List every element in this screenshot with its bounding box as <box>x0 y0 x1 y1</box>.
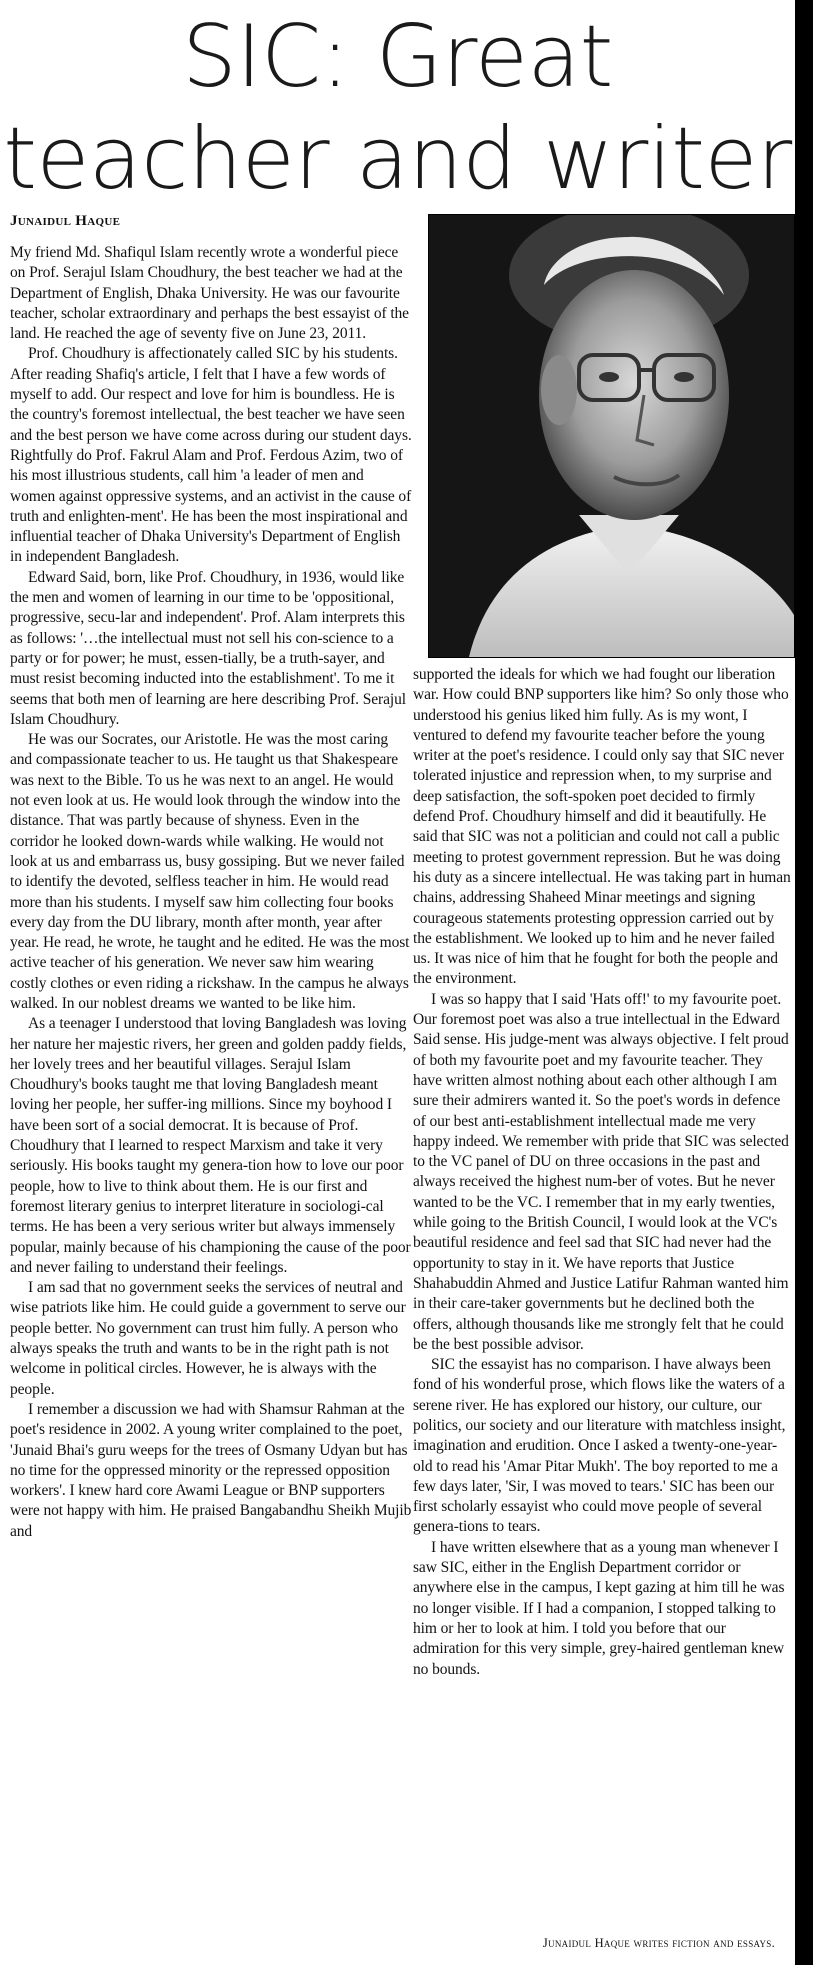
paragraph: supported the ideals for which we had fought our liberation war. How could BNP supporters like him? So only those who understood his genius liked him fully. As is my wont, I ventured to defend my favourite teacher before the young writer at the poet's residence. I could only say that SIC never tolerated injustice and repression when, to my surprise and deep satisfaction, the soft-spoken poet decided to firmly defend Prof. Choudhury himself and did it beautifully. He said that SIC was not a politician and could not call a public meeting to protest government repression. But he was doing his duty as a sincere intellectual. He was taking part in human chains, addressing Shaheed Minar meetings and signing courageous statements protesting oppression carried out by the establishment. We looked up to him and he never failed us. It was nice of him that he fought for both the people and the environment. <box>413 666 791 988</box>
byline: Junaidul Haque <box>10 213 121 229</box>
page-edge-bar <box>795 0 813 1965</box>
article-column-left <box>10 243 412 1542</box>
paragraph: Prof. Choudhury is affectionately called SIC by his students. After reading Shafiq's article, I felt that I have a few words of myself to add. Our respect and love for him is boundless. He is the country's foremost intellectual, the best teacher we have seen and the best person we have come across during our student days. Rightfully do Prof. Fakrul Alam and Prof. Ferdous Azim, two of his most illustrious students, call him 'a leader of men and women against oppressive systems, and an activist in the cause of truth and enlighten-ment'. He has been the most inspirational and influential teacher of Dhaka University's Department of English in independent Bangladesh. <box>10 345 412 566</box>
paragraph: I remember a discussion we had with Shamsur Rahman at the poet's residence in 2002. A young writer complained to the poet, 'Junaid Bhai's guru weeps for the trees of Osmany Udyan but has no time for the oppressed minority or the repressed opposition workers'. I knew hard core Awami League or BNP supporters were not happy with him. He praised Bangabandhu Sheikh Mujib and <box>10 1400 412 1540</box>
paragraph: I am sad that no government seeks the services of neutral and wise patriots like him. He could guide a government to serve our people better. No government can trust him fully. A person who always speaks the truth and wants to be in the right path is not welcome in political circles. However, he is always with the people. <box>10 1279 406 1398</box>
headline-line-2: teacher and writer <box>3 109 792 209</box>
paragraph: SIC the essayist has no comparison. I have always been fond of his wonderful prose, which flows like the waters of a serene river. He has explored our history, our culture, our politics, our society and our literature with matchless insight, imagination and erudition. Once I asked a twenty-one-year-old to read his 'Amar Pitar Mukh'. The boy reported to me a few days later, 'Sir, I was moved to tears.' SIC has been our first scholarly essayist who could move people of several genera-tions to tears. <box>413 1356 786 1536</box>
paragraph: As a teenager I understood that loving Bangladesh was loving her nature her majestic rivers, her green and golden paddy fields, her lovely trees and her beautiful villages. Serajul Islam Choudhury's books taught me that loving Bangladesh meant loving her people, her suffer-ing millions. Since my boyhood I have been sort of a social democrat. It is because of Prof. Choudhury that I learned to respect Marxism and take it very seriously. His books taught my genera-tion how to love our poor people, how to live to think about them. He is our first and foremost literary genius to interpret literature in sociologi-cal terms. He has been a very serious writer but always immensely popular, mainly because of his championing the cause of the poor and never failing to understand their feelings. <box>10 1015 411 1276</box>
paragraph: I was so happy that I said 'Hats off!' to my favourite poet. Our foremost poet was also a true intellectual in the Edward Said sense. His judge-ment was always objective. I felt proud of both my favourite poet and my favourite teacher. They have written almost nothing about each other although I am sure their admirers wanted it. So the poet's words in defence of our best anti-establishment intellectual made me very happy indeed. We remember with pride that SIC was selected to the VC panel of DU on three occasions in the past and always received the highest num-ber of votes. But he never wanted to be the VC. I remember that in my early twenties, while going to the British Council, I would look at the VC's beautiful residence and feel sad that SIC had never had the opportunity to stay in it. We have reports that Justice Shahabuddin Ahmed and Justice Latifur Rahman wanted him in their care-taker governments but he declined both the offers, although thousands like me strongly felt that he could be the best possible advisor. <box>413 990 789 1353</box>
paragraph: He was our Socrates, our Aristotle. He was the most caring and compassionate teacher to us. He taught us that Shakespeare was next to the Bible. To us he was next to an angel. He would not even look at us. He would look through the window into the distance. That was partly because of shyness. Even in the corridor he looked down-wards while walking. He would not look at us and embarrass us, busy gossiping. But we never failed to identify the devoted, selfless teacher in him. He would read more than his students. I myself saw him collecting four books every day from the DU library, month after month, year after year. He read, he wrote, he taught and he edited. He was the most active teacher of his generation. We never saw him wearing costly clothes or even riding a rickshaw. In the campus he always walked. In our noblest dreams we wanted to be like him. <box>10 731 410 1012</box>
paragraph: Edward Said, born, like Prof. Choudhury, in 1936, would like the men and women of learning in our time to be 'oppositional, progressive, secu-lar and independent'. Prof. Alam interprets this as follows: '…the intellectual must not sell his con-science to a party or for power; he must, essen-tially, be a truth-sayer, and must resist becoming inducted into the establishment'. To me it seems that both men of learning are here describing Prof. Serajul Islam Choudhury. <box>10 568 406 728</box>
paragraph: My friend Md. Shafiqul Islam recently wrote a wonderful piece on Prof. Serajul Islam Choudhury, the best teacher we had at the Department of English, Dhaka University. He was our favourite teacher, scholar extraordinary and perhaps the best essayist of the land. He reached the age of seventy five on June 23, 2011. <box>10 244 409 343</box>
portrait-photo <box>428 214 795 658</box>
paragraph: I have written elsewhere that as a young man whenever I saw SIC, either in the English Department corridor or anywhere else in the campus, I kept gazing at him till he was no longer visible. If I had a companion, I stopped talking to him or her to look at him. I told you before that our admiration for this very simple, grey-haired gentleman knew no bounds. <box>413 1538 785 1678</box>
headline-line-1: SIC: Great <box>182 7 613 107</box>
author-credit: Junaidul Haque writes fiction and essays. <box>542 1936 775 1950</box>
article-column-right <box>413 665 793 1680</box>
portrait-photo-icon <box>429 215 794 657</box>
headline <box>0 6 795 210</box>
